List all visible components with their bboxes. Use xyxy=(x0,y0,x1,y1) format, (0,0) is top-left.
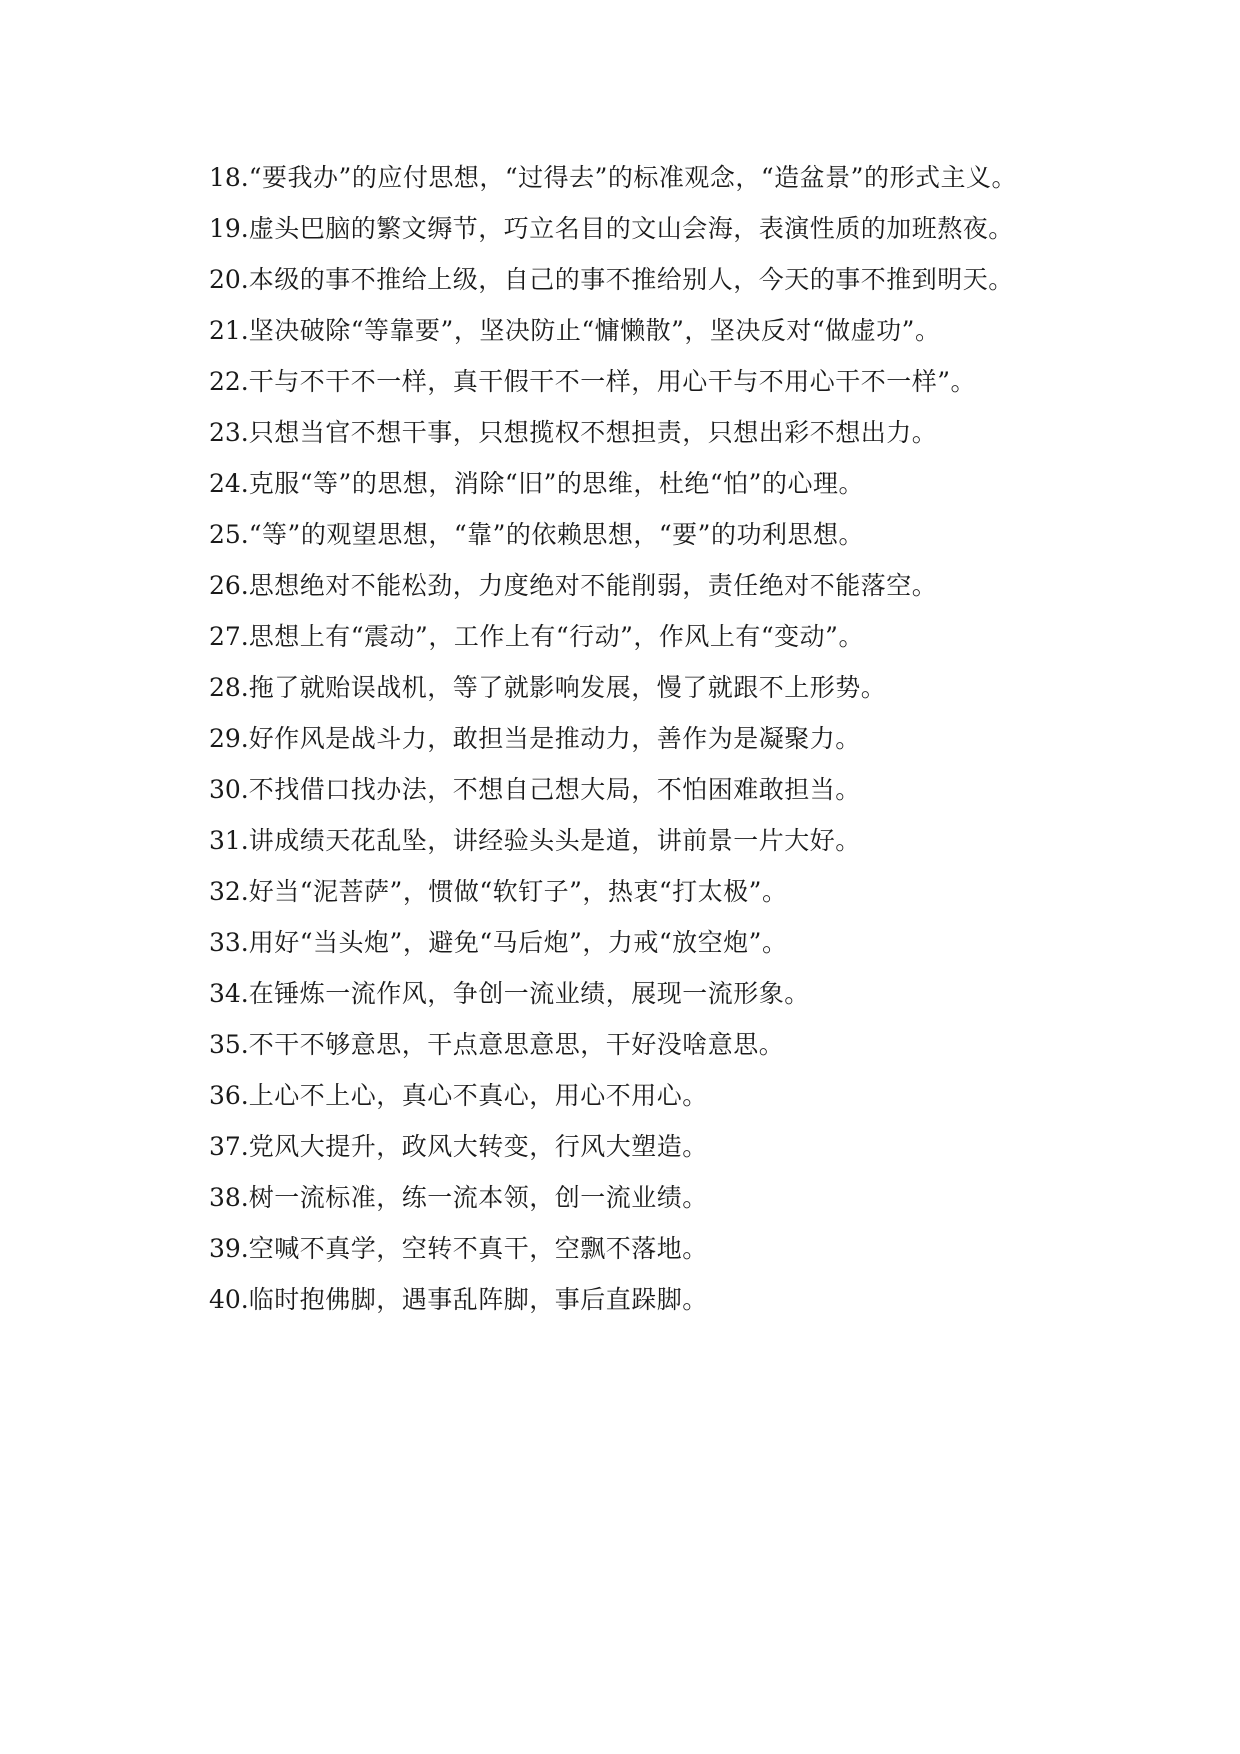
item-number: 40. xyxy=(209,1285,249,1314)
item-number: 39. xyxy=(209,1234,249,1263)
item-text: 好作风是战斗力，敢担当是推动力，善作为是凝聚力。 xyxy=(248,724,861,753)
list-item xyxy=(161,161,1097,195)
item-text: 本级的事不推给上级，自己的事不推给别人，今天的事不推到明天。 xyxy=(248,265,1014,294)
item-number: 31. xyxy=(209,826,249,855)
item-text: “等”的观望思想，“靠”的依赖思想，“要”的功利思想。 xyxy=(248,520,864,549)
item-text: 空喊不真学，空转不真干，空飘不落地。 xyxy=(248,1234,708,1263)
list-item xyxy=(161,569,1097,603)
list-item xyxy=(161,926,1097,960)
item-text: 不干不够意思，干点意思意思，干好没啥意思。 xyxy=(248,1030,785,1059)
item-number: 24. xyxy=(209,469,249,498)
item-number: 21. xyxy=(209,316,249,345)
item-text: 用好“当头炮”，避免“马后炮”，力戒“放空炮”。 xyxy=(248,928,788,957)
item-text: 党风大提升，政风大转变，行风大塑造。 xyxy=(248,1132,708,1161)
list-item xyxy=(161,824,1097,858)
list-item xyxy=(161,212,1097,246)
item-number: 35. xyxy=(209,1030,249,1059)
item-text: 在锤炼一流作风，争创一流业绩，展现一流形象。 xyxy=(248,979,810,1008)
item-text: “要我办”的应付思想，“过得去”的标准观念，“造盆景”的形式主义。 xyxy=(248,163,1017,192)
item-number: 18. xyxy=(209,163,249,192)
list-item xyxy=(161,1181,1097,1215)
item-number: 22. xyxy=(209,367,249,396)
item-number: 20. xyxy=(209,265,249,294)
list-item xyxy=(161,467,1097,501)
item-text: 干与不干不一样，真干假干不一样，用心干与不用心干不一样”。 xyxy=(248,367,977,396)
item-number: 29. xyxy=(209,724,249,753)
item-text: 树一流标准，练一流本领，创一流业绩。 xyxy=(248,1183,708,1212)
item-text: 克服“等”的思想，消除“旧”的思维，杜绝“怕”的心理。 xyxy=(248,469,864,498)
item-number: 25. xyxy=(209,520,249,549)
item-text: 坚决破除“等靠要”，坚决防止“慵懒散”，坚决反对“做虚功”。 xyxy=(248,316,941,345)
item-number: 27. xyxy=(209,622,249,651)
list-item xyxy=(161,1283,1097,1317)
numbered-list xyxy=(161,161,1097,1317)
list-item xyxy=(161,977,1097,1011)
item-text: 上心不上心，真心不真心，用心不用心。 xyxy=(248,1081,708,1110)
item-text: 思想上有“震动”，工作上有“行动”，作风上有“变动”。 xyxy=(248,622,864,651)
list-item xyxy=(161,1232,1097,1266)
list-item xyxy=(161,416,1097,450)
item-number: 23. xyxy=(209,418,249,447)
list-item xyxy=(161,1028,1097,1062)
item-text: 不找借口找办法，不想自己想大局，不怕困难敢担当。 xyxy=(248,775,861,804)
item-text: 思想绝对不能松劲，力度绝对不能削弱，责任绝对不能落空。 xyxy=(248,571,938,600)
item-text: 讲成绩天花乱坠，讲经验头头是道，讲前景一片大好。 xyxy=(248,826,861,855)
item-number: 32. xyxy=(209,877,249,906)
list-item xyxy=(161,875,1097,909)
item-number: 19. xyxy=(209,214,249,243)
list-item xyxy=(161,314,1097,348)
item-number: 28. xyxy=(209,673,249,702)
item-number: 37. xyxy=(209,1132,249,1161)
item-number: 26. xyxy=(209,571,249,600)
list-item xyxy=(161,722,1097,756)
item-number: 38. xyxy=(209,1183,249,1212)
list-item xyxy=(161,518,1097,552)
item-number: 33. xyxy=(209,928,249,957)
list-item xyxy=(161,773,1097,807)
item-number: 34. xyxy=(209,979,249,1008)
list-item xyxy=(161,1130,1097,1164)
list-item xyxy=(161,1079,1097,1113)
list-item xyxy=(161,671,1097,705)
list-item xyxy=(161,620,1097,654)
list-item xyxy=(161,263,1097,297)
item-text: 只想当官不想干事，只想揽权不想担责，只想出彩不想出力。 xyxy=(248,418,938,447)
item-text: 临时抱佛脚，遇事乱阵脚，事后直跺脚。 xyxy=(248,1285,708,1314)
item-number: 36. xyxy=(209,1081,249,1110)
list-item xyxy=(161,365,1097,399)
item-text: 好当“泥菩萨”，惯做“软钉子”，热衷“打太极”。 xyxy=(248,877,788,906)
item-text: 拖了就贻误战机，等了就影响发展，慢了就跟不上形势。 xyxy=(248,673,887,702)
item-text: 虚头巴脑的繁文缛节，巧立名目的文山会海，表演性质的加班熬夜。 xyxy=(248,214,1014,243)
item-number: 30. xyxy=(209,775,249,804)
